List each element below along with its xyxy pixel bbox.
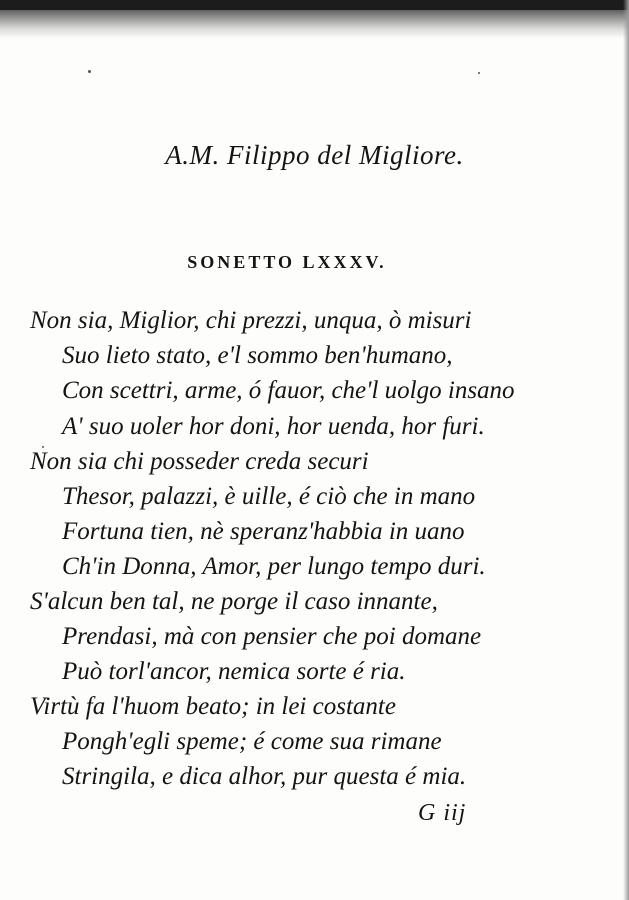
poem-line: Può torl'ancor, nemica sorte é ria. bbox=[62, 658, 406, 685]
poem-line: Thesor, palazzi, è uille, é ciò che in mano bbox=[62, 483, 476, 510]
poem-line: Non sia, Miglior, chi prezzi, unqua, ò misuri bbox=[30, 307, 472, 334]
poem-line: Ch'in Donna, Amor, per lungo tempo duri. bbox=[62, 553, 486, 580]
dedication-heading: A.M. Filippo del Migliore. bbox=[165, 140, 464, 170]
poem-line: Stringila, e dica alhor, pur questa é mia. bbox=[62, 763, 467, 790]
paper-speck bbox=[478, 72, 480, 74]
poem-line: A' suo uoler hor doni, hor uenda, hor furi. bbox=[62, 413, 485, 440]
poem-line: Con scettri, arme, ó fauor, che'l uolgo insano bbox=[62, 377, 515, 404]
poem-line: Fortuna tien, nè speranz'habbia in uano bbox=[62, 518, 465, 545]
poem-line: Suo lieto stato, e'l sommo ben'humano, bbox=[62, 342, 453, 369]
poem-line: Prendasi, mà con pensier che poi domane bbox=[62, 623, 482, 650]
poem-line: Pongh'egli speme; é come sua rimane bbox=[62, 728, 442, 755]
poem-line: S'alcun ben tal, ne porge il caso innante, bbox=[30, 588, 438, 615]
poem-line: Non sia chi posseder creda securi bbox=[30, 448, 369, 475]
poem-line: Virtù fa l'huom beato; in lei costante bbox=[30, 693, 396, 720]
page-right-edge bbox=[623, 0, 629, 900]
paper-speck bbox=[88, 70, 91, 73]
sonnet-title: SONETTO LXXXV. bbox=[187, 252, 387, 272]
page-top-edge bbox=[0, 0, 629, 10]
signature-mark: G iij bbox=[418, 800, 467, 826]
